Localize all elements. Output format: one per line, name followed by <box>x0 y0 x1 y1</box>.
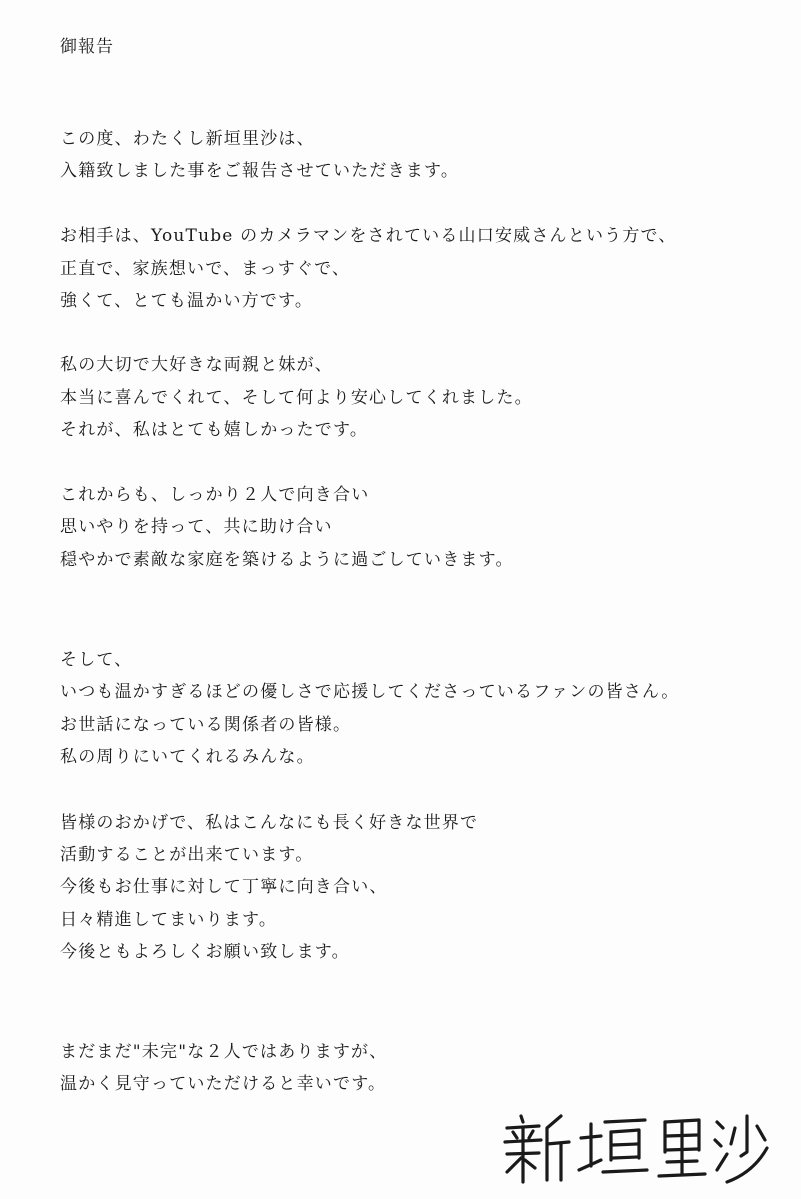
letter-line: お世話になっている関係者の皆様。 <box>60 715 352 735</box>
letter-line: そして、 <box>60 650 133 670</box>
letter-line: 活動することが出来ています。 <box>60 845 314 865</box>
letter-line: それが、私はとても嬉しかったです。 <box>60 420 369 440</box>
letter-line: 日々精進してまいります。 <box>60 910 278 930</box>
letter-line: 皆様のおかげで、私はこんなにも長く好きな世界で <box>60 813 479 833</box>
letter-line: 本当に喜んでくれて、そして何より安心してくれました。 <box>60 388 533 408</box>
letter-line: 強くて、とても温かい方です。 <box>60 291 314 311</box>
letter-line: 入籍致しました事をご報告させていただきます。 <box>60 161 460 181</box>
letter-line: いつも温かすぎるほどの優しさで応援してくださっているファンの皆さん。 <box>60 682 680 702</box>
letter-line: 私の周りにいてくれるみんな。 <box>60 747 315 767</box>
letter-line: 私の大切で大好きな両親と妹が、 <box>60 355 333 375</box>
letter-line: 思いやりを持って、共に助け合い <box>60 517 333 537</box>
letter-line: お相手は、YouTube のカメラマンをされている山口安威さんという方で、 <box>60 226 677 246</box>
letter-line: この度、わたくし新垣里沙は、 <box>60 129 315 149</box>
handwritten-signature <box>495 1108 775 1188</box>
letter-heading: 御報告 <box>60 37 114 57</box>
letter-line: 温かく見守っていただけると幸いです。 <box>60 1074 387 1094</box>
letter-line: 穏やかで素敵な家庭を築けるように過ごしていきます。 <box>60 550 514 570</box>
letter-line: これからも、しっかり２人で向き合い <box>60 485 370 505</box>
letter-line: 今後もお仕事に対して丁寧に向き合い、 <box>60 877 388 897</box>
letter-line: 今後ともよろしくお願い致します。 <box>60 942 350 962</box>
letter-line: 正直で、家族想いで、まっすぐで、 <box>60 259 351 279</box>
letter-line: まだまだ"未完"な２人ではありますが、 <box>60 1042 388 1062</box>
